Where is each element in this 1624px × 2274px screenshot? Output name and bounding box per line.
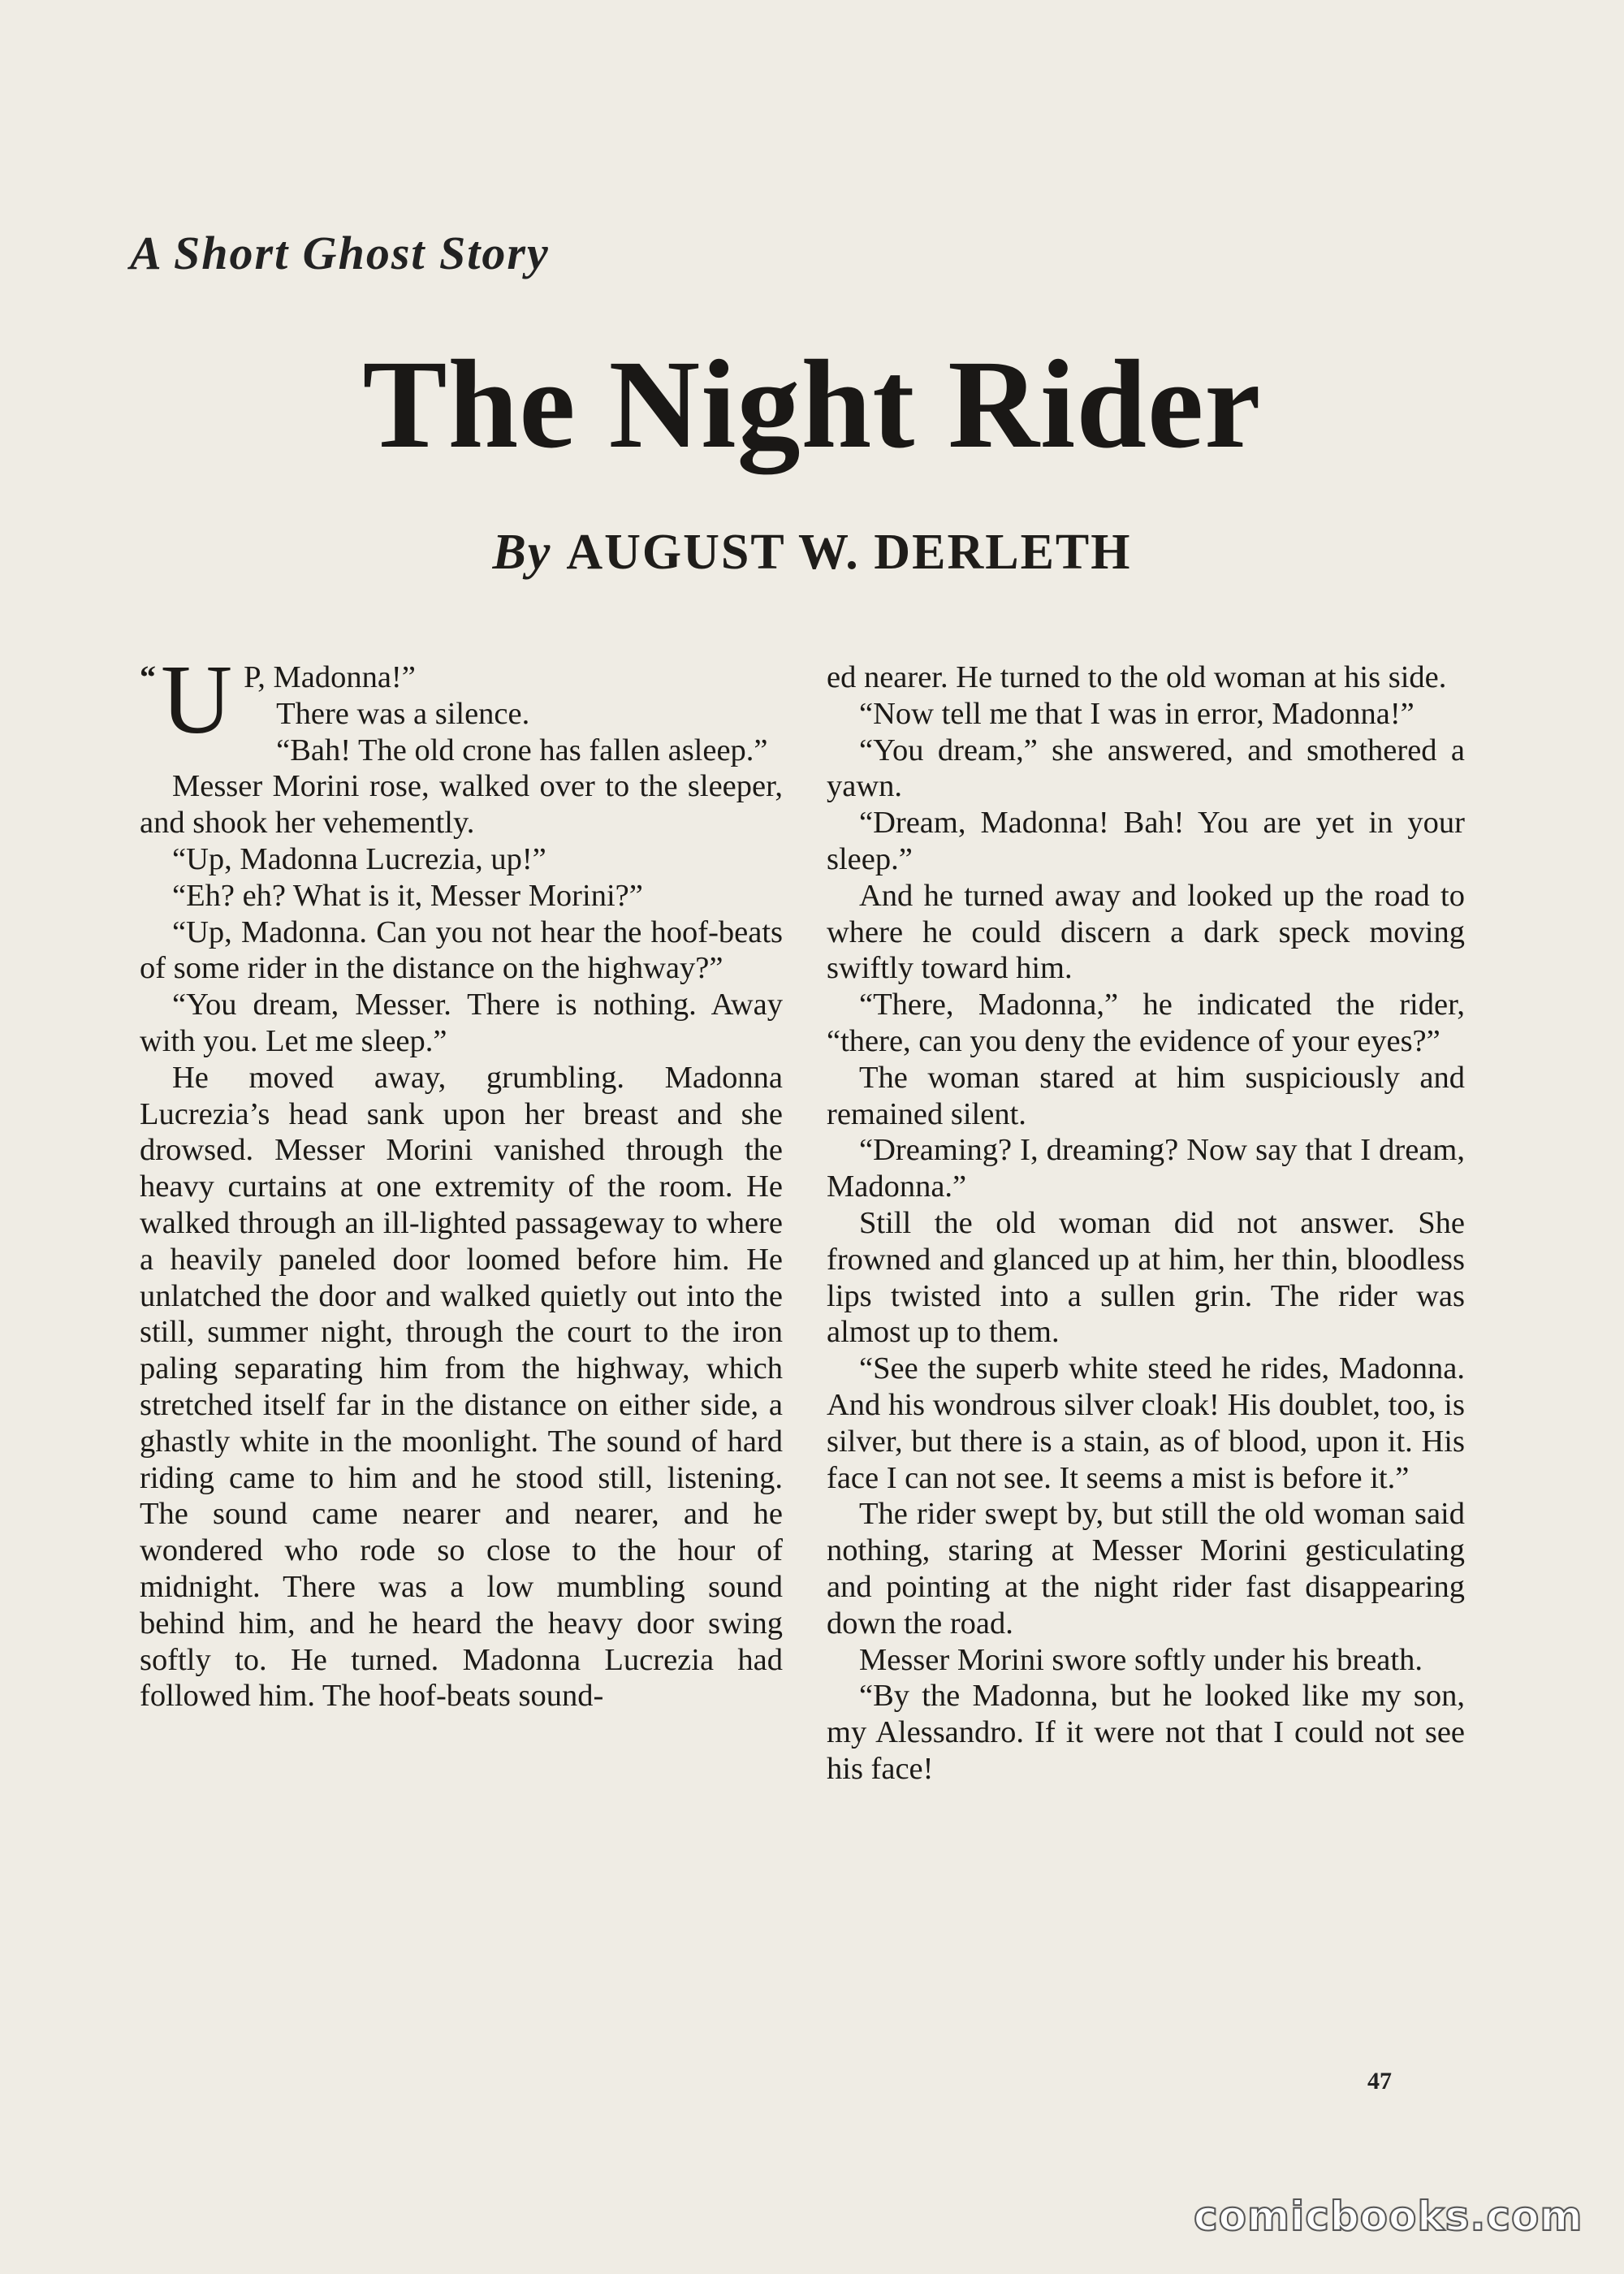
watermark: comicbooks.com — [1194, 2193, 1583, 2240]
paragraph: “Up, Madonna. Can you not hear the hoof-beats of some rider in the distance on the highway?” — [140, 914, 783, 986]
paragraph: “Now tell me that I was in error, Madonna!” — [859, 696, 1415, 731]
right-column — [827, 659, 1465, 1788]
paragraph: “Up, Madonna Lucrezia, up!” — [172, 841, 546, 876]
paragraph: “See the superb white steed he rides, Madonna. And his wondrous silver cloak! His doublet, too, is silver, but there is a stain, as of blood, upon it. His face I can not see. It seems a mist is before it.” — [827, 1351, 1465, 1495]
paragraph: “You dream,” she answered, and smothered a yawn. — [827, 733, 1465, 804]
drop-cap-letter: U — [161, 645, 233, 754]
paragraph: The rider swept by, but still the old woman said nothing, staring at Messer Morini gesticulating and pointing at the night rider fast disappearing down the road. — [827, 1497, 1465, 1641]
drop-cap-quote: “ — [140, 659, 156, 695]
paragraph: “Dream, Madonna! Bah! You are yet in your sleep.” — [827, 806, 1465, 876]
byline-by: By — [492, 525, 552, 580]
page-number: 47 — [1367, 2068, 1392, 2095]
left-column — [140, 645, 783, 1714]
paragraph: Messer Morini swore softly under his breath. — [859, 1642, 1423, 1677]
paragraph: “There, Madonna,” he indicated the rider, “there, can you deny the evidence of your eyes?” — [827, 988, 1465, 1058]
paragraph: “Eh? eh? What is it, Messer Morini?” — [172, 878, 643, 913]
byline-author: AUGUST W. DERLETH — [566, 525, 1132, 580]
paragraph: The woman stared at him suspiciously and remained silent. — [827, 1060, 1465, 1131]
story-title: The Night Rider — [362, 334, 1262, 474]
paragraph: There was a silence. — [276, 696, 530, 731]
paragraph: Messer Morini rose, walked over to the sleeper, and shook her vehemently. — [140, 769, 783, 841]
paragraph: “Bah! The old crone has fallen asleep.” — [276, 733, 768, 767]
paragraph: He moved away, grumbling. Madonna Lucrezia’s head sank upon her breast and she drowsed. Messer Morini vanished through the heavy curtains at one extremity of the room. He walked through an ill-lighted passageway to where a heavily paneled door loomed before him. He unlatched the door and walked quietly out into the still, summer night, through the court to the iron paling separating him from the highway, which stretched itself far in the distance on either side, a ghastly white in the moonlight. The sound of hard riding came to him and he stood still, listening. The sound came nearer and nearer, and he wondered who rode so close to the hour of midnight. There was a low mumbling sound behind him, and he heard the heavy door swing softly to. He turned. Madonna Lucrezia had followed him. The hoof-beats sound- — [140, 1060, 783, 1714]
paragraph: “Dreaming? I, dreaming? Now say that I dream, Madonna.” — [827, 1133, 1465, 1204]
drop-cap — [140, 645, 233, 754]
paragraph: ed nearer. He turned to the old woman at his side. — [827, 660, 1447, 694]
story-kicker: A Short Ghost Story — [130, 227, 550, 279]
byline — [0, 524, 1624, 581]
paragraph-text: P, Madonna!” — [244, 660, 416, 694]
paragraph: And he turned away and looked up the road to where he could discern a dark speck moving swiftly toward him. — [827, 878, 1465, 986]
paragraph: “By the Madonna, but he looked like my son, my Alessandro. If it were not that I could not see his face! — [827, 1679, 1465, 1786]
paragraph: Still the old woman did not answer. She frowned and glanced up at him, her thin, bloodless lips twisted into a sullen grin. The rider was almost up to them. — [827, 1205, 1465, 1350]
paragraph: “You dream, Messer. There is nothing. Away with you. Let me sleep.” — [140, 988, 783, 1058]
